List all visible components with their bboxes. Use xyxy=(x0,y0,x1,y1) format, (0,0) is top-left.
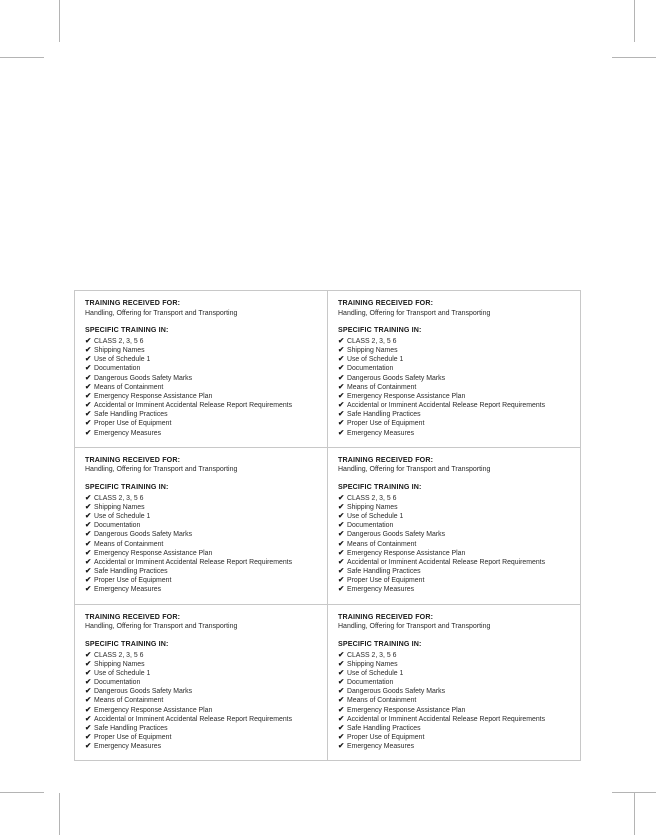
training-list-item xyxy=(85,558,317,567)
checkmark-icon: ✔ xyxy=(338,381,345,391)
training-list-item xyxy=(338,651,570,660)
training-list-item-label: Use of Schedule 1 xyxy=(94,356,151,364)
checkmark-icon: ✔ xyxy=(338,732,345,742)
training-list-item xyxy=(85,410,317,419)
specific-training-heading: SPECIFIC TRAINING IN: xyxy=(338,639,422,648)
training-list-item xyxy=(85,355,317,364)
training-received-value: Handling, Offering for Transport and Transporting xyxy=(338,623,491,631)
checkmark-icon: ✔ xyxy=(338,400,345,410)
training-list-item xyxy=(338,355,570,364)
checkmark-icon: ✔ xyxy=(338,511,345,521)
training-received-value: Handling, Offering for Transport and Transporting xyxy=(85,309,238,317)
training-list-item xyxy=(338,337,570,346)
checkmark-icon: ✔ xyxy=(85,511,92,521)
training-list-item xyxy=(338,715,570,724)
training-list-item xyxy=(85,337,317,346)
training-list-item-label: Documentation xyxy=(94,679,141,687)
checkmark-icon: ✔ xyxy=(85,686,92,696)
training-list-item-label: CLASS 2, 3, 5 6 xyxy=(94,494,144,502)
checkmark-icon: ✔ xyxy=(85,575,92,585)
training-list-item xyxy=(338,706,570,715)
training-list-item xyxy=(338,419,570,428)
training-list-item-label: Shipping Names xyxy=(94,347,145,355)
checkmark-icon: ✔ xyxy=(338,345,345,355)
checkmark-icon: ✔ xyxy=(338,566,345,576)
training-list-item xyxy=(338,410,570,419)
training-list-item-label: Safe Handling Practices xyxy=(94,411,168,419)
checkmark-icon: ✔ xyxy=(338,667,345,677)
training-list-item-label: Accidental or Imminent Accidental Release Report Requirements xyxy=(347,558,546,566)
crop-mark-top-left-horizontal xyxy=(0,57,44,58)
training-list-item xyxy=(85,530,317,539)
specific-training-heading: SPECIFIC TRAINING IN: xyxy=(85,639,169,648)
checkmark-icon: ✔ xyxy=(338,335,345,345)
training-list-item xyxy=(338,724,570,733)
checkmark-icon: ✔ xyxy=(338,520,345,530)
training-list-item xyxy=(338,374,570,383)
training-received-heading: TRAINING RECEIVED FOR: xyxy=(338,612,434,621)
training-list-item xyxy=(85,651,317,660)
training-list-item-label: Accidental or Imminent Accidental Release Report Requirements xyxy=(94,715,293,723)
checkmark-icon: ✔ xyxy=(338,677,345,687)
training-list-item-label: Emergency Response Assistance Plan xyxy=(347,706,466,714)
checkmark-icon: ✔ xyxy=(85,409,92,419)
training-list-item xyxy=(338,521,570,530)
training-list-item-label: CLASS 2, 3, 5 6 xyxy=(94,651,144,659)
training-list-item-label: Use of Schedule 1 xyxy=(94,669,151,677)
training-list-item-label: Proper Use of Equipment xyxy=(347,577,425,585)
training-list-item-label: Means of Containment xyxy=(94,540,164,548)
checkmark-icon: ✔ xyxy=(85,722,92,732)
checkmark-icon: ✔ xyxy=(85,667,92,677)
checkmark-icon: ✔ xyxy=(338,584,345,594)
training-list-item-label: Documentation xyxy=(347,522,394,530)
checkmark-icon: ✔ xyxy=(338,409,345,419)
training-list-item xyxy=(338,346,570,355)
training-received-value: Handling, Offering for Transport and Transporting xyxy=(338,466,491,474)
training-list-item xyxy=(85,687,317,696)
crop-mark-top-right-vertical xyxy=(634,0,635,42)
training-list-item-label: Means of Containment xyxy=(347,540,417,548)
specific-training-list xyxy=(338,337,570,438)
training-list-item-label: Use of Schedule 1 xyxy=(347,513,404,521)
training-list-item xyxy=(338,429,570,438)
training-list-item-label: Emergency Response Assistance Plan xyxy=(94,706,213,714)
training-list-item xyxy=(338,585,570,594)
training-list-item xyxy=(85,567,317,576)
training-list-item xyxy=(338,733,570,742)
training-received-value: Handling, Offering for Transport and Transporting xyxy=(85,466,238,474)
checkmark-icon: ✔ xyxy=(338,501,345,511)
training-list-item-label: Means of Containment xyxy=(347,697,417,705)
training-list-item xyxy=(85,429,317,438)
training-list-item xyxy=(85,419,317,428)
training-list-item xyxy=(85,576,317,585)
training-list-item-label: Accidental or Imminent Accidental Release Report Requirements xyxy=(94,558,293,566)
checkmark-icon: ✔ xyxy=(85,418,92,428)
training-list-item-label: CLASS 2, 3, 5 6 xyxy=(347,494,397,502)
training-list-item xyxy=(85,346,317,355)
training-card xyxy=(75,448,328,605)
training-list-item xyxy=(85,540,317,549)
training-list-item xyxy=(338,567,570,576)
training-received-heading: TRAINING RECEIVED FOR: xyxy=(85,612,181,621)
training-list-item-label: Documentation xyxy=(94,522,141,530)
checkmark-icon: ✔ xyxy=(85,529,92,539)
training-list-item xyxy=(338,678,570,687)
training-list-item-label: Use of Schedule 1 xyxy=(94,513,151,521)
training-list-item xyxy=(338,503,570,512)
training-list-item-label: Accidental or Imminent Accidental Release Report Requirements xyxy=(347,402,546,410)
training-list-item xyxy=(338,540,570,549)
training-list-item-label: Dangerous Goods Safety Marks xyxy=(347,688,446,696)
specific-training-list xyxy=(85,494,317,595)
checkmark-icon: ✔ xyxy=(85,677,92,687)
training-card xyxy=(328,605,581,762)
training-list-item xyxy=(85,503,317,512)
checkmark-icon: ✔ xyxy=(338,575,345,585)
training-list-item xyxy=(85,669,317,678)
training-list-item xyxy=(85,494,317,503)
training-received-heading: TRAINING RECEIVED FOR: xyxy=(338,455,434,464)
training-list-item-label: Use of Schedule 1 xyxy=(347,669,404,677)
checkmark-icon: ✔ xyxy=(85,732,92,742)
checkmark-icon: ✔ xyxy=(85,390,92,400)
training-list-item-label: Shipping Names xyxy=(94,503,145,511)
training-card xyxy=(75,605,328,762)
training-list-item-label: Safe Handling Practices xyxy=(347,724,421,732)
training-list-item xyxy=(85,585,317,594)
training-list-item-label: Use of Schedule 1 xyxy=(347,356,404,364)
training-list-item-label: Accidental or Imminent Accidental Release Report Requirements xyxy=(94,402,293,410)
training-list-item-label: Emergency Measures xyxy=(347,586,415,594)
training-list-item-label: Dangerous Goods Safety Marks xyxy=(94,531,193,539)
checkmark-icon: ✔ xyxy=(338,658,345,668)
checkmark-icon: ✔ xyxy=(338,713,345,723)
training-card xyxy=(75,291,328,448)
training-list-item-label: Documentation xyxy=(347,679,394,687)
training-list-item-label: CLASS 2, 3, 5 6 xyxy=(94,337,144,345)
checkmark-icon: ✔ xyxy=(338,741,345,751)
training-list-item-label: Emergency Response Assistance Plan xyxy=(94,549,213,557)
specific-training-heading: SPECIFIC TRAINING IN: xyxy=(85,326,169,335)
checkmark-icon: ✔ xyxy=(338,372,345,382)
checkmark-icon: ✔ xyxy=(338,354,345,364)
training-list-item-label: Dangerous Goods Safety Marks xyxy=(347,374,446,382)
checkmark-icon: ✔ xyxy=(85,363,92,373)
training-list-item xyxy=(338,669,570,678)
checkmark-icon: ✔ xyxy=(338,649,345,659)
training-list-item xyxy=(85,383,317,392)
training-list-item xyxy=(85,374,317,383)
checkmark-icon: ✔ xyxy=(85,400,92,410)
checkmark-icon: ✔ xyxy=(85,538,92,548)
training-list-item xyxy=(338,742,570,751)
training-list-item-label: Safe Handling Practices xyxy=(94,568,168,576)
checkmark-icon: ✔ xyxy=(338,695,345,705)
checkmark-icon: ✔ xyxy=(338,529,345,539)
training-list-item-label: Emergency Response Assistance Plan xyxy=(94,392,213,400)
training-list-item-label: Proper Use of Equipment xyxy=(94,577,172,585)
checkmark-icon: ✔ xyxy=(85,547,92,557)
training-list-item xyxy=(338,392,570,401)
training-card xyxy=(328,291,581,448)
training-list-item-label: Dangerous Goods Safety Marks xyxy=(94,688,193,696)
training-list-item-label: Proper Use of Equipment xyxy=(347,420,425,428)
checkmark-icon: ✔ xyxy=(85,649,92,659)
training-list-item xyxy=(85,512,317,521)
training-list-item-label: Means of Containment xyxy=(94,383,164,391)
training-list-item xyxy=(338,549,570,558)
training-received-value: Handling, Offering for Transport and Transporting xyxy=(85,623,238,631)
training-list-item-label: Means of Containment xyxy=(94,697,164,705)
checkmark-icon: ✔ xyxy=(85,381,92,391)
training-list-item xyxy=(85,696,317,705)
training-list-item-label: Emergency Measures xyxy=(94,743,162,751)
specific-training-list xyxy=(85,337,317,438)
training-card-grid xyxy=(74,290,581,761)
crop-mark-bottom-right-horizontal xyxy=(612,792,656,793)
specific-training-list xyxy=(338,651,570,752)
checkmark-icon: ✔ xyxy=(85,335,92,345)
training-list-item-label: Proper Use of Equipment xyxy=(94,420,172,428)
training-list-item xyxy=(338,576,570,585)
checkmark-icon: ✔ xyxy=(85,713,92,723)
training-list-item-label: CLASS 2, 3, 5 6 xyxy=(347,651,397,659)
training-list-item xyxy=(85,392,317,401)
training-received-value: Handling, Offering for Transport and Transporting xyxy=(338,309,491,317)
training-received-heading: TRAINING RECEIVED FOR: xyxy=(85,299,181,307)
training-list-item xyxy=(338,687,570,696)
checkmark-icon: ✔ xyxy=(85,741,92,751)
crop-mark-bottom-left-horizontal xyxy=(0,792,44,793)
training-list-item xyxy=(85,401,317,410)
training-list-item xyxy=(85,724,317,733)
checkmark-icon: ✔ xyxy=(85,427,92,437)
specific-training-heading: SPECIFIC TRAINING IN: xyxy=(85,483,169,492)
training-list-item-label: Emergency Measures xyxy=(347,743,415,751)
crop-mark-bottom-left-vertical xyxy=(59,793,60,835)
training-list-item xyxy=(338,364,570,373)
checkmark-icon: ✔ xyxy=(338,686,345,696)
training-list-item xyxy=(338,530,570,539)
checkmark-icon: ✔ xyxy=(338,418,345,428)
specific-training-list xyxy=(85,651,317,752)
checkmark-icon: ✔ xyxy=(338,427,345,437)
crop-mark-bottom-right-vertical xyxy=(634,793,635,835)
checkmark-icon: ✔ xyxy=(338,704,345,714)
training-list-item xyxy=(85,549,317,558)
training-list-item xyxy=(85,706,317,715)
training-list-item-label: Proper Use of Equipment xyxy=(347,734,425,742)
training-list-item xyxy=(85,521,317,530)
checkmark-icon: ✔ xyxy=(338,556,345,566)
training-list-item-label: Emergency Measures xyxy=(94,429,162,437)
training-list-item-label: Documentation xyxy=(94,365,141,373)
checkmark-icon: ✔ xyxy=(338,722,345,732)
crop-mark-top-right-horizontal xyxy=(612,57,656,58)
training-list-item xyxy=(85,678,317,687)
training-list-item-label: Accidental or Imminent Accidental Release Report Requirements xyxy=(347,715,546,723)
checkmark-icon: ✔ xyxy=(85,372,92,382)
training-list-item-label: Shipping Names xyxy=(94,660,145,668)
checkmark-icon: ✔ xyxy=(85,566,92,576)
training-list-item-label: Shipping Names xyxy=(347,660,398,668)
training-list-item-label: Proper Use of Equipment xyxy=(94,734,172,742)
checkmark-icon: ✔ xyxy=(85,520,92,530)
training-list-item-label: Dangerous Goods Safety Marks xyxy=(94,374,193,382)
checkmark-icon: ✔ xyxy=(85,556,92,566)
specific-training-heading: SPECIFIC TRAINING IN: xyxy=(338,483,422,492)
crop-mark-top-left-vertical xyxy=(59,0,60,42)
specific-training-list xyxy=(338,494,570,595)
training-list-item-label: CLASS 2, 3, 5 6 xyxy=(347,337,397,345)
checkmark-icon: ✔ xyxy=(85,584,92,594)
training-list-item xyxy=(338,383,570,392)
checkmark-icon: ✔ xyxy=(85,695,92,705)
checkmark-icon: ✔ xyxy=(85,345,92,355)
checkmark-icon: ✔ xyxy=(85,492,92,502)
training-list-item-label: Emergency Response Assistance Plan xyxy=(347,392,466,400)
training-list-item xyxy=(85,715,317,724)
training-list-item xyxy=(338,660,570,669)
training-received-heading: TRAINING RECEIVED FOR: xyxy=(338,299,434,307)
checkmark-icon: ✔ xyxy=(338,547,345,557)
training-received-heading: TRAINING RECEIVED FOR: xyxy=(85,455,181,464)
training-list-item-label: Dangerous Goods Safety Marks xyxy=(347,531,446,539)
checkmark-icon: ✔ xyxy=(338,538,345,548)
training-list-item-label: Emergency Response Assistance Plan xyxy=(347,549,466,557)
checkmark-icon: ✔ xyxy=(85,354,92,364)
training-list-item xyxy=(338,696,570,705)
training-list-item xyxy=(85,660,317,669)
training-list-item xyxy=(338,512,570,521)
training-list-item xyxy=(338,401,570,410)
training-list-item xyxy=(85,742,317,751)
training-list-item xyxy=(85,364,317,373)
training-list-item-label: Means of Containment xyxy=(347,383,417,391)
checkmark-icon: ✔ xyxy=(85,658,92,668)
training-list-item-label: Emergency Measures xyxy=(347,429,415,437)
training-list-item-label: Shipping Names xyxy=(347,347,398,355)
checkmark-icon: ✔ xyxy=(85,704,92,714)
training-list-item xyxy=(338,494,570,503)
training-card xyxy=(328,448,581,605)
training-list-item-label: Emergency Measures xyxy=(94,586,162,594)
training-list-item-label: Safe Handling Practices xyxy=(347,411,421,419)
checkmark-icon: ✔ xyxy=(85,501,92,511)
training-list-item xyxy=(85,733,317,742)
training-list-item-label: Safe Handling Practices xyxy=(347,568,421,576)
specific-training-heading: SPECIFIC TRAINING IN: xyxy=(338,326,422,335)
checkmark-icon: ✔ xyxy=(338,390,345,400)
training-list-item xyxy=(338,558,570,567)
training-list-item-label: Shipping Names xyxy=(347,503,398,511)
checkmark-icon: ✔ xyxy=(338,492,345,502)
training-list-item-label: Safe Handling Practices xyxy=(94,724,168,732)
training-list-item-label: Documentation xyxy=(347,365,394,373)
checkmark-icon: ✔ xyxy=(338,363,345,373)
